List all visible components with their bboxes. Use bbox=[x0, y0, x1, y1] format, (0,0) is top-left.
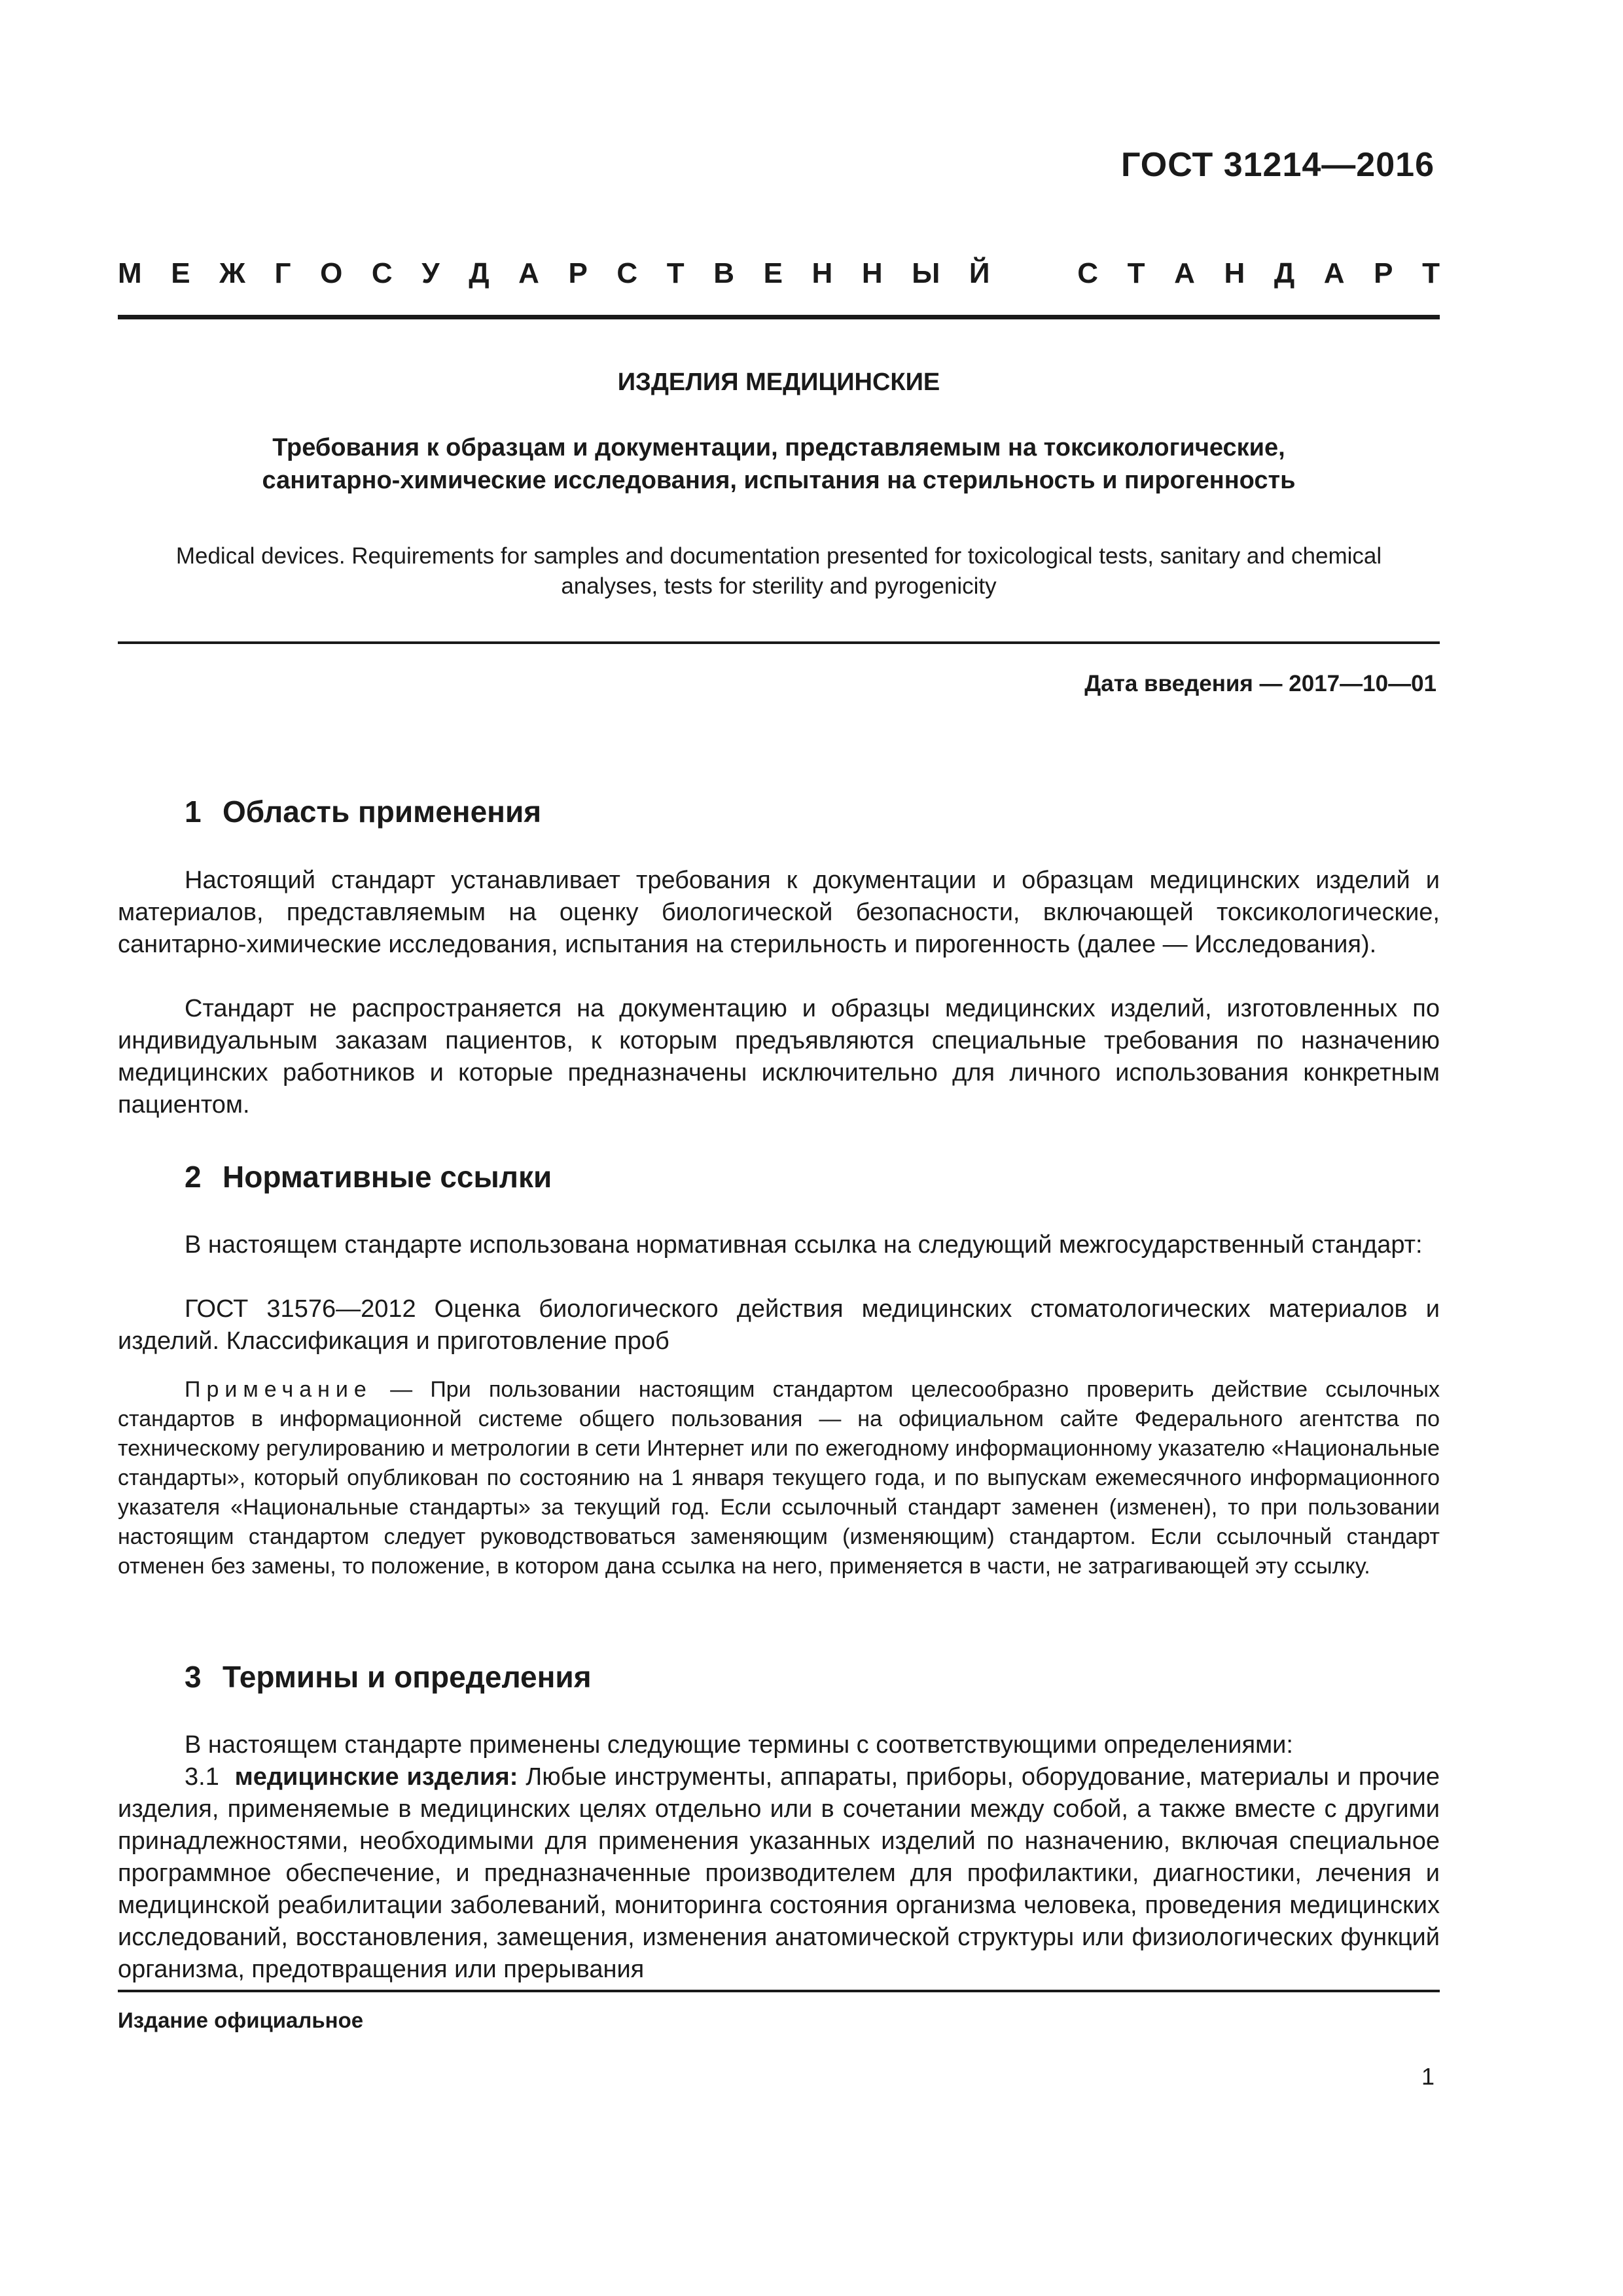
letter: Р bbox=[1374, 257, 1393, 289]
section-title: Термины и определения bbox=[223, 1660, 592, 1694]
letter: А bbox=[1323, 257, 1345, 289]
letter: Р bbox=[568, 257, 588, 289]
letter: Й bbox=[969, 257, 990, 289]
letter: Ж bbox=[219, 257, 245, 289]
letter: С bbox=[371, 257, 393, 289]
section-number: 1 bbox=[185, 795, 202, 829]
section-number: 2 bbox=[185, 1160, 202, 1194]
standard-kind-heading bbox=[118, 257, 1440, 290]
english-title-line: analyses, tests for sterility and pyrogenicity bbox=[561, 573, 997, 599]
letter: М bbox=[118, 257, 142, 289]
section-heading bbox=[185, 1159, 552, 1194]
footer-rule bbox=[118, 1990, 1440, 1992]
page-number: 1 bbox=[1421, 2063, 1435, 2090]
paragraph: ГОСТ 31576—2012 Оценка биологического действия медицинских стоматологических материалов и изделий. Классификация и приготовление проб bbox=[118, 1295, 1440, 1355]
paragraph: В настоящем стандарте использована нормативная ссылка на следующий межгосударственный стандарт: bbox=[185, 1231, 1423, 1259]
paragraph: В настоящем стандарте применены следующие термины с соответствующими определениями: bbox=[185, 1731, 1293, 1759]
term-number: 3.1 bbox=[185, 1763, 219, 1791]
subtitle-line: санитарно-химические исследования, испытания на стерильность и пирогенность bbox=[262, 467, 1296, 494]
letter: Г bbox=[274, 257, 291, 289]
letter: О bbox=[320, 257, 343, 289]
section-title: Область применения bbox=[223, 795, 542, 829]
letter: Т bbox=[666, 257, 685, 289]
section-heading bbox=[185, 1659, 592, 1695]
english-title-line: Medical devices. Requirements for samples and documentation presented for toxicological tests, sanitary and chemical bbox=[175, 543, 1382, 569]
term-text: Любые инструменты, аппараты, приборы, оборудование, материалы и прочие изделия, применяемые в медицинских целях отдельно или в сочетании между собой, а также вместе с другими принадлежностями, необходимыми для применения указанных изделий по назначению, включая специальное программное обеспечение, и предназначенные производителем для профилактики, диагностики, лечения и медицинской реабилитации заболеваний, мониторинга состояния организма человека, проведения медицинских исследований, восстановления, замещения, изменения анатомической структуры или физиологических функций организма, предотвращения или прерывания bbox=[118, 1763, 1440, 1983]
english-title bbox=[118, 541, 1440, 601]
letter: Т bbox=[1422, 257, 1440, 289]
subtitle-line: Требования к образцам и документации, представляемым на токсикологические, bbox=[272, 434, 1285, 461]
letter: Н bbox=[1224, 257, 1245, 289]
letter: Д bbox=[1274, 257, 1295, 289]
letter: Н bbox=[861, 257, 883, 289]
section-heading bbox=[185, 794, 541, 829]
document-subtitle bbox=[118, 431, 1440, 497]
note bbox=[118, 1375, 1440, 1581]
note-text: — При пользовании настоящим стандартом целесообразно проверить действие ссылочных стандартов в информационной системе общего пользования — на официальном сайте Федерального агентства по техническому регулированию и метрологии в сети Интернет или по ежегодному информационному указателю «Национальные стандарты», который опубликован по состоянию на 1 января текущего года, и по выпускам ежемесячного информационного указателя «Национальные стандарты» за текущий год. Если ссылочный стандарт заменен (изменен), то при пользовании настоящим стандартом следует руководствоваться заменяющим (изменяющим) стандартом. Если ссылочный стандарт отменен без замены, то положение, в котором дана ссылка на него, применяется в части, не затрагивающей эту ссылку. bbox=[118, 1377, 1440, 1579]
paragraph: Настоящий стандарт устанавливает требования к документации и образцам медицинских изделий и материалов, представляемым на оценку биологической безопасности, включающей токсикологические, санитарно-химические исследования, испытания на стерильность и пирогенность (далее — Исследования). bbox=[118, 867, 1440, 958]
term-name: медицинские изделия: bbox=[234, 1763, 518, 1791]
header-rule bbox=[118, 315, 1440, 319]
term-definition bbox=[118, 1761, 1440, 1986]
letter: Н bbox=[812, 257, 833, 289]
letter: У bbox=[421, 257, 440, 289]
letter: С bbox=[1077, 257, 1099, 289]
introduction-date: Дата введения — 2017—10—01 bbox=[1084, 671, 1436, 696]
title-rule bbox=[118, 641, 1440, 644]
section-number: 3 bbox=[185, 1660, 202, 1694]
letter: В bbox=[713, 257, 735, 289]
paragraph: Стандарт не распространяется на документацию и образцы медицинских изделий, изготовленных по индивидуальным заказам пациентов, к которым предъявляются специальные требования по назначению медицинских работников и которые предназначены исключительно для личного использования конкретным пациентом. bbox=[118, 995, 1440, 1119]
letter: Е bbox=[171, 257, 190, 289]
edition-label: Издание официальное bbox=[118, 2008, 364, 2032]
section-title: Нормативные ссылки bbox=[223, 1160, 552, 1194]
letter: Е bbox=[763, 257, 783, 289]
document-title: ИЗДЕЛИЯ МЕДИЦИНСКИЕ bbox=[617, 368, 940, 396]
letter: С bbox=[616, 257, 638, 289]
document-code: ГОСТ 31214—2016 bbox=[1121, 146, 1435, 184]
letter: А bbox=[518, 257, 539, 289]
letter: Д bbox=[469, 257, 490, 289]
letter: Т bbox=[1127, 257, 1145, 289]
letter: Ы bbox=[912, 257, 940, 289]
letter: А bbox=[1174, 257, 1195, 289]
note-label: Примечание bbox=[185, 1377, 372, 1402]
